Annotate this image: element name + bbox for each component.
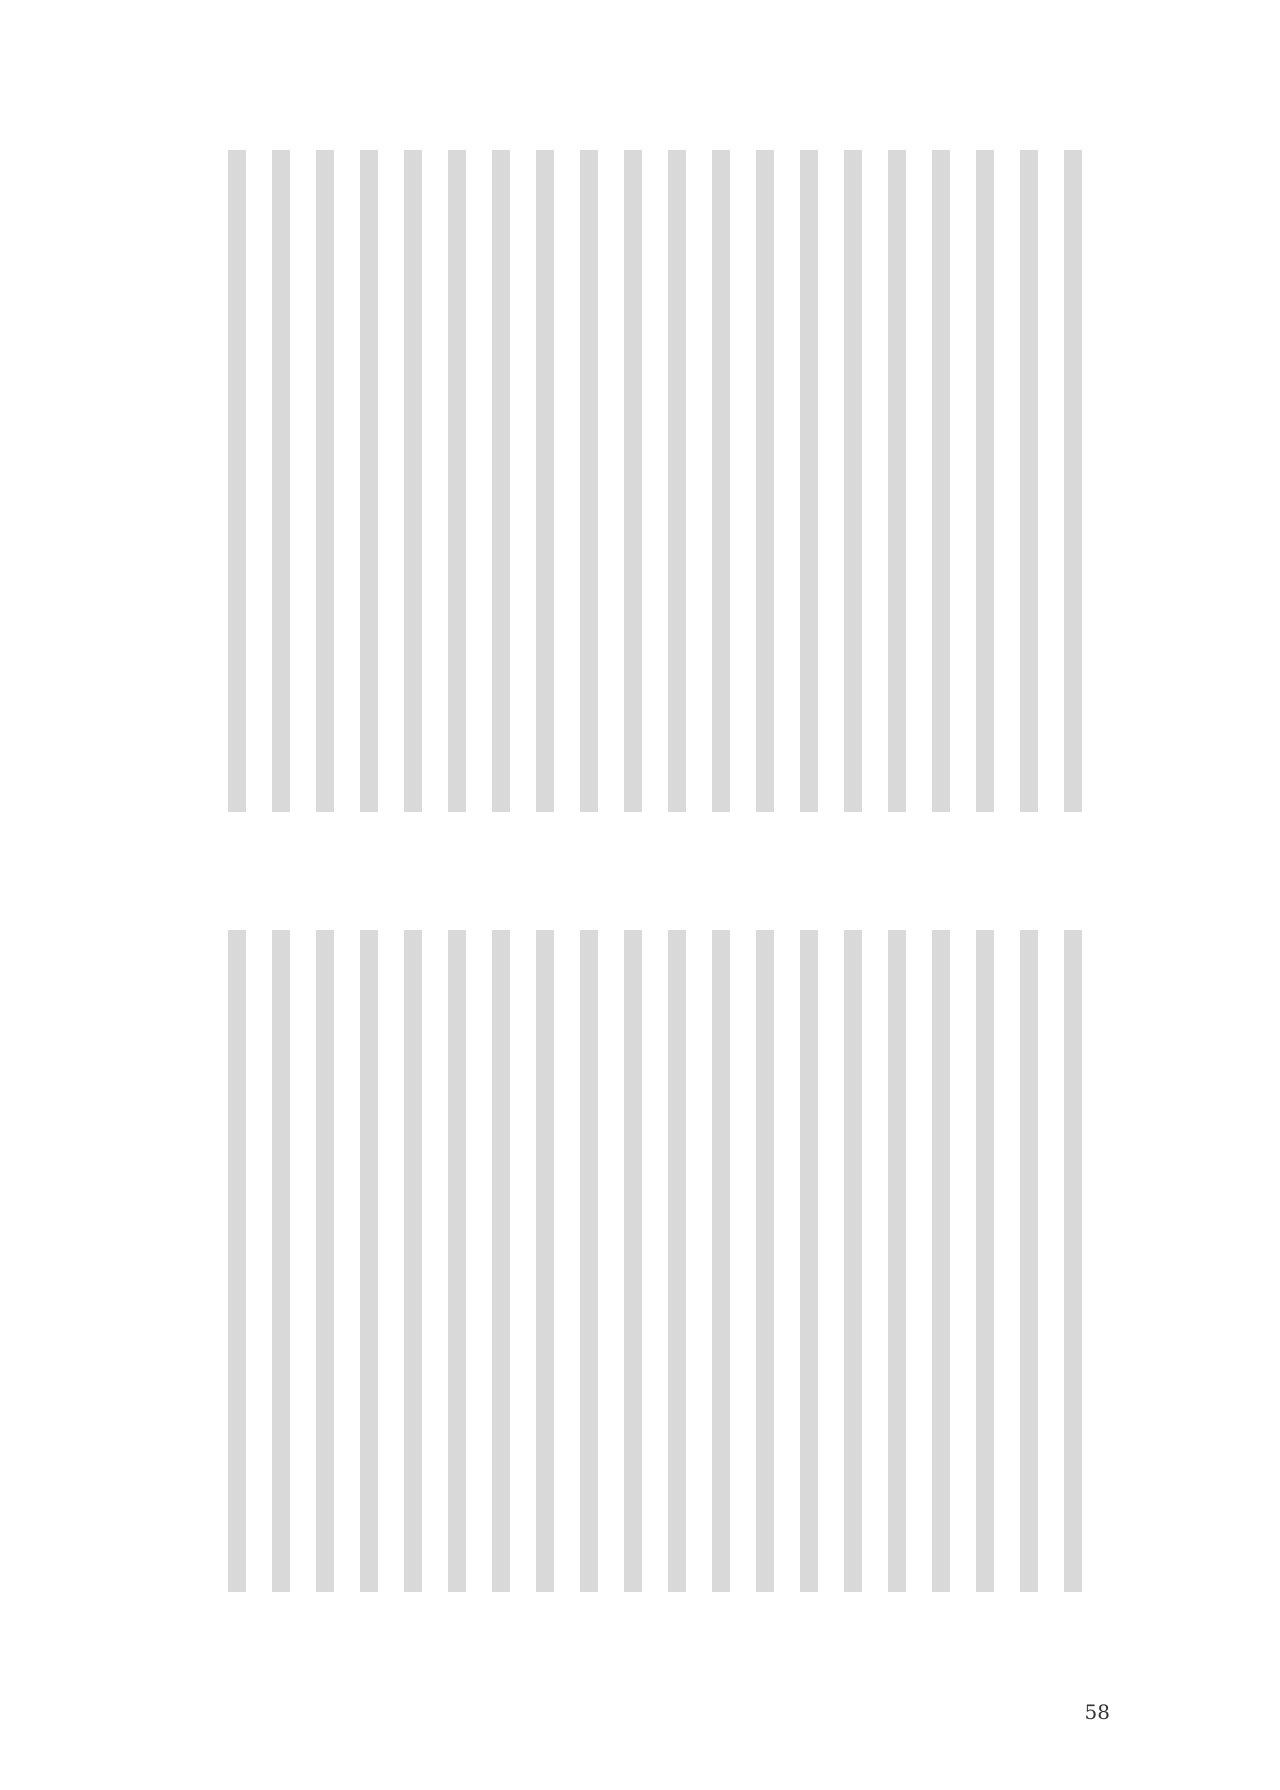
text-column [748, 150, 782, 870]
text-column [924, 930, 958, 1650]
text-column [220, 930, 254, 1650]
text-column [880, 150, 914, 870]
text-column [396, 150, 430, 870]
text-column [1012, 930, 1046, 1650]
text-column [924, 150, 958, 870]
text-column [572, 930, 606, 1650]
text-block-bottom [190, 930, 1090, 1650]
text-column [352, 930, 386, 1650]
text-column [1056, 930, 1090, 1650]
text-column [484, 150, 518, 870]
text-column [792, 150, 826, 870]
text-column [264, 930, 298, 1650]
text-column [352, 150, 386, 870]
text-column [528, 150, 562, 870]
text-column [308, 150, 342, 870]
text-column [220, 150, 254, 870]
text-column [440, 930, 474, 1650]
text-column [308, 930, 342, 1650]
text-column [704, 930, 738, 1650]
text-column [616, 150, 650, 870]
text-column [440, 150, 474, 870]
text-column [264, 150, 298, 870]
text-column [528, 930, 562, 1650]
text-column [836, 150, 870, 870]
text-block-top [190, 150, 1090, 870]
text-column [704, 150, 738, 870]
page-number: 58 [1084, 1700, 1110, 1724]
text-column [484, 930, 518, 1650]
text-column [968, 150, 1002, 870]
text-column [968, 930, 1002, 1650]
text-column [1012, 150, 1046, 870]
text-column [660, 930, 694, 1650]
text-column [792, 930, 826, 1650]
text-column [880, 930, 914, 1650]
text-column [572, 150, 606, 870]
text-column [1056, 150, 1090, 870]
text-column [660, 150, 694, 870]
text-column [396, 930, 430, 1650]
text-column [616, 930, 650, 1650]
text-column [836, 930, 870, 1650]
text-column [748, 930, 782, 1650]
